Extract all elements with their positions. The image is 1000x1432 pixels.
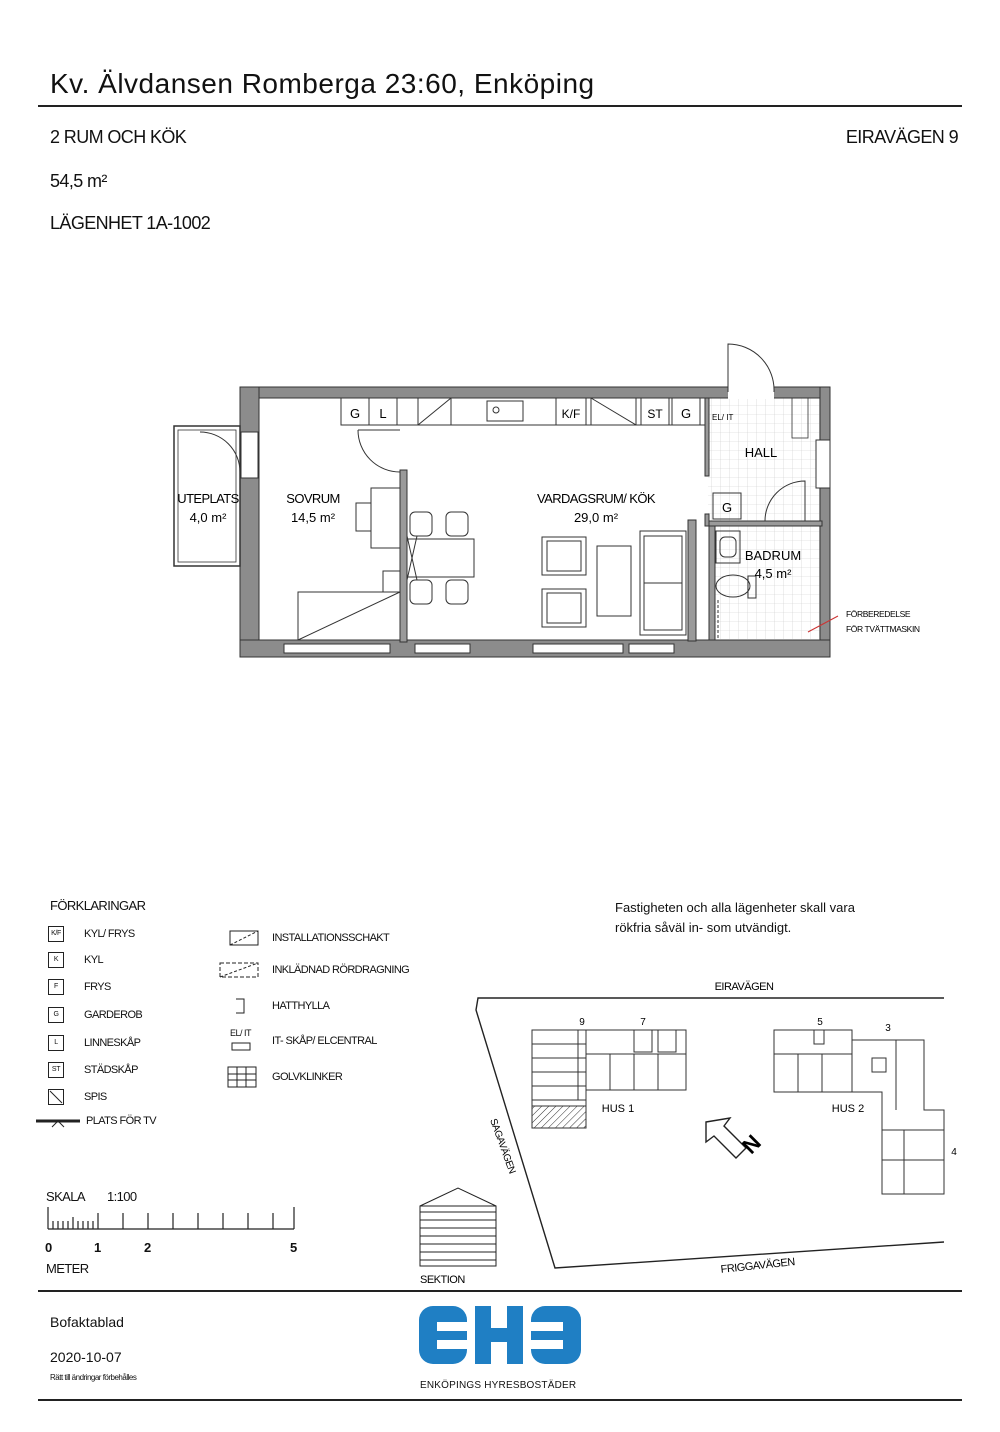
legend-label: INSTALLATIONSSCHAKT bbox=[272, 932, 390, 944]
room-name-patio: UTEPLATS bbox=[177, 491, 239, 506]
room-name-hall: HALL bbox=[744, 445, 778, 460]
legend-item bbox=[48, 950, 103, 970]
legend-label: GOLVKLINKER bbox=[272, 1071, 343, 1083]
legend-code: K/F bbox=[48, 926, 64, 942]
street-north: EIRAVÄGEN bbox=[714, 981, 774, 993]
closet-g-label: G bbox=[349, 406, 361, 421]
legend-label: STÄDSKÅP bbox=[84, 1064, 138, 1076]
legend-label: LINNESKÅP bbox=[84, 1037, 141, 1049]
it-cabinet-label: EL/ IT bbox=[712, 413, 734, 422]
legend-code: G bbox=[48, 1007, 64, 1023]
legend-item bbox=[218, 925, 389, 951]
legend-item bbox=[218, 957, 409, 983]
legend-label: INKLÄDNAD RÖRDRAGNING bbox=[272, 964, 410, 976]
room-area-bedroom: 14,5 m² bbox=[290, 510, 336, 525]
dining-set bbox=[407, 512, 474, 604]
legend-label: GARDEROB bbox=[84, 1009, 143, 1021]
building-number: 3 bbox=[885, 1023, 891, 1034]
scale-tick-2: 2 bbox=[144, 1240, 152, 1255]
legend-title: FÖRKLARINGAR bbox=[50, 898, 146, 913]
room-name-bathroom: BADRUM bbox=[744, 548, 802, 563]
pipe-cover-icon bbox=[218, 959, 262, 981]
apartment-id: LÄGENHET 1A-1002 bbox=[50, 213, 211, 233]
fridge-kf-label: K/F bbox=[561, 407, 581, 421]
scale-ratio: 1:100 bbox=[107, 1189, 137, 1204]
house-1-shaded bbox=[532, 1106, 586, 1128]
washer-note-1: FÖRBEREDELSE bbox=[846, 609, 911, 619]
apartment-area: 54,5 m² bbox=[50, 171, 107, 191]
smoke-free-notice-2: rökfria såväl in- som utvändigt. bbox=[615, 920, 792, 935]
legend-label: SPIS bbox=[84, 1091, 107, 1103]
closet-g-label-2: G bbox=[680, 406, 692, 421]
house-2-label: HUS 2 bbox=[831, 1103, 865, 1115]
scale-unit: METER bbox=[46, 1261, 89, 1276]
entrance-opening bbox=[728, 386, 774, 399]
legend-label: IT- SKÅP/ ELCENTRAL bbox=[272, 1035, 377, 1047]
legend-label: HATTHYLLA bbox=[272, 1000, 330, 1012]
cleaning-st-label: ST bbox=[647, 407, 663, 421]
disclaimer: Rätt till ändringar förbehålles bbox=[50, 1373, 137, 1382]
legend-code: F bbox=[48, 979, 64, 995]
legend-label: PLATS FÖR TV bbox=[86, 1115, 157, 1127]
compass-n: N bbox=[736, 1129, 766, 1159]
legend-item bbox=[48, 1087, 107, 1107]
building-number: 7 bbox=[640, 1017, 646, 1028]
page-title: Kv. Älvdansen Romberga 23:60, Enköping bbox=[50, 68, 595, 99]
scale-tick-0: 0 bbox=[45, 1240, 53, 1255]
bedroom-door bbox=[358, 430, 400, 472]
room-name-bedroom: SOVRUM bbox=[286, 491, 340, 506]
legend-item bbox=[218, 1028, 377, 1054]
street-address: EIRAVÄGEN 9 bbox=[845, 127, 958, 147]
street-outline bbox=[476, 998, 944, 1268]
stove-icon bbox=[48, 1089, 64, 1105]
section-label: SEKTION bbox=[420, 1274, 465, 1286]
section-icon bbox=[420, 1188, 496, 1266]
living-furniture bbox=[542, 531, 686, 635]
floor-tile-icon bbox=[218, 1066, 262, 1088]
room-area-patio: 4,0 m² bbox=[189, 510, 227, 525]
footer-divider-bottom bbox=[38, 1399, 962, 1401]
legend-label: KYL/ FRYS bbox=[84, 928, 135, 940]
legend-item bbox=[218, 993, 329, 1019]
header-divider bbox=[38, 105, 962, 107]
street-west: SAGAVÄGEN bbox=[487, 1117, 518, 1176]
legend-code: K bbox=[48, 952, 64, 968]
legend-code: EL/ IT bbox=[230, 1028, 252, 1038]
building-number: 5 bbox=[817, 1017, 823, 1028]
room-area-bathroom: 4,5 m² bbox=[754, 566, 792, 581]
floor-plan bbox=[0, 330, 1000, 670]
legend-item bbox=[48, 977, 111, 997]
legend-code: L bbox=[48, 1035, 64, 1051]
building-number: 9 bbox=[579, 1017, 585, 1028]
legend-item bbox=[48, 1060, 138, 1080]
scale-bar bbox=[44, 1205, 304, 1235]
room-area-living: 29,0 m² bbox=[573, 510, 619, 525]
company-name: ENKÖPINGS HYRESBOSTÄDER bbox=[420, 1380, 577, 1391]
document-date: 2020-10-07 bbox=[50, 1349, 122, 1365]
legend-item bbox=[218, 1064, 342, 1090]
legend-item bbox=[36, 1111, 156, 1131]
linen-l-label: L bbox=[379, 406, 387, 421]
scale-tick-5: 5 bbox=[290, 1240, 298, 1255]
legend-label: KYL bbox=[84, 954, 103, 966]
ehb-logo bbox=[417, 1300, 583, 1368]
legend-item bbox=[48, 1033, 140, 1053]
footer-divider-top bbox=[38, 1290, 962, 1292]
site-map bbox=[400, 975, 960, 1290]
room-name-living: VARDAGSRUM/ KÖK bbox=[537, 491, 655, 506]
apartment-type: 2 RUM OCH KÖK bbox=[50, 127, 187, 147]
patio-door bbox=[200, 432, 240, 472]
legend-item bbox=[48, 1005, 142, 1025]
hat-shelf-icon bbox=[218, 995, 262, 1017]
house-1-label: HUS 1 bbox=[601, 1103, 635, 1115]
building-number: 4 bbox=[951, 1147, 957, 1158]
tv-icon bbox=[36, 1113, 80, 1129]
legend-label: FRYS bbox=[84, 981, 111, 993]
hall-wardrobe-label: G bbox=[721, 500, 733, 515]
scale-label: SKALA bbox=[46, 1189, 85, 1204]
smoke-free-notice-1: Fastigheten och alla lägenheter skall vara bbox=[615, 900, 855, 915]
document-type: Bofaktablad bbox=[50, 1314, 124, 1330]
legend-code: ST bbox=[48, 1062, 64, 1078]
shaft-icon bbox=[218, 927, 262, 949]
washer-note-2: FÖR TVÄTTMASKIN bbox=[846, 624, 920, 634]
legend-item bbox=[48, 924, 135, 944]
scale-tick-1: 1 bbox=[94, 1240, 102, 1255]
street-south: FRIGGAVÄGEN bbox=[720, 1256, 796, 1276]
entrance-door bbox=[728, 344, 774, 392]
bathroom-floor-tiles bbox=[715, 526, 822, 639]
